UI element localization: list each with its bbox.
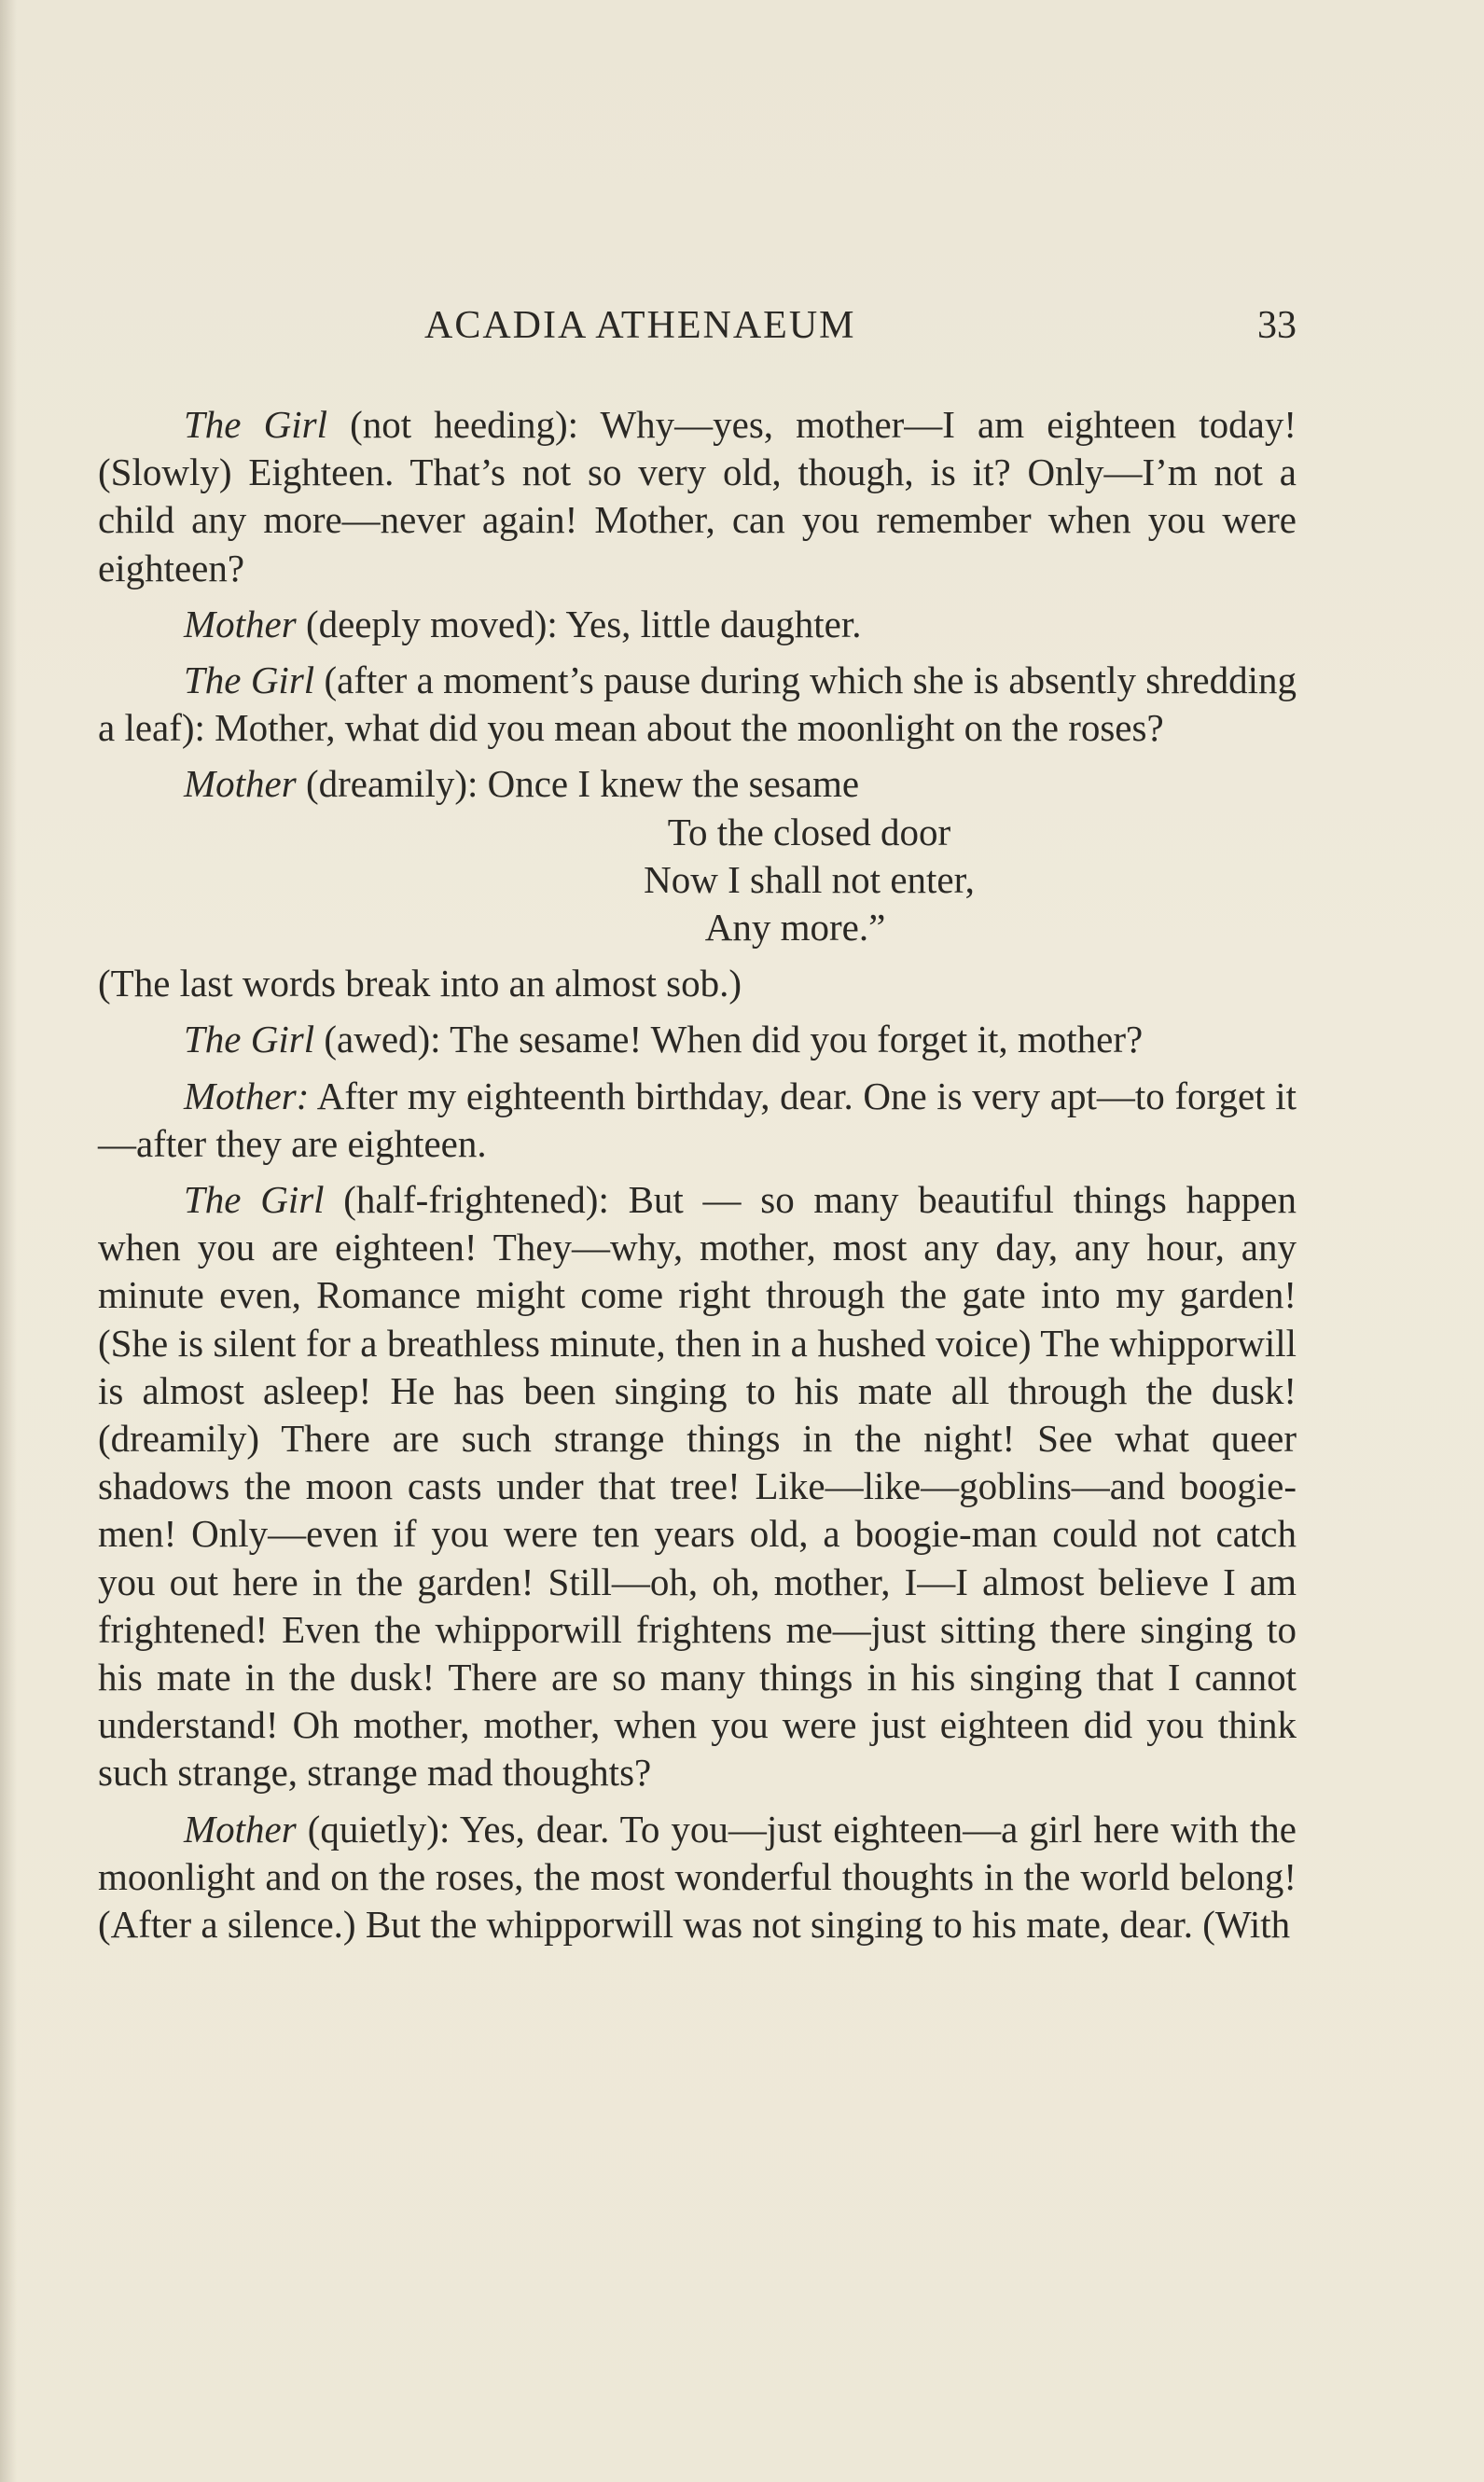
dialogue-text: (quietly): Yes, dear. To you—just eighteen—a girl here with the moonlight and on the roses, the most wonderful thoughts in the world belong! (After a silence.) But the whipporwill was not singing to his mate, dear. (With (98, 1807, 1297, 1947)
speaker-name: The Girl (184, 403, 327, 446)
dialogue-text: (dreamily): Once I knew the sesame (296, 762, 860, 806)
stage-direction: (The last words break into an almost sob.) (98, 962, 742, 1005)
speaker-name: The Girl (184, 1178, 325, 1222)
verse-line: Now I shall not enter, (644, 857, 975, 901)
dialogue-text: (after a moment’s pause during which she is absently shredding a leaf): Mother, what did you mean about the moonlight on the roses? (98, 659, 1297, 750)
page-number: 33 (1257, 304, 1297, 347)
dialogue-text: (deeply moved): Yes, little daughter. (296, 602, 862, 645)
verse-block (98, 809, 1297, 952)
dialogue-text: (awed): The sesame! When did you forget it, mother? (314, 1018, 1144, 1061)
speaker-name: The Girl (184, 1018, 315, 1061)
dialogue-text: After my eighteenth birthday, dear. One is very apt—to forget it—after they are eighteen. (98, 1074, 1297, 1165)
verse-line: To the closed door (667, 810, 951, 853)
paragraph (98, 1016, 1297, 1063)
paragraph (98, 1073, 1297, 1168)
verse-line: Any more.” (704, 906, 886, 950)
running-title: ACADIA ATHENAEUM (424, 304, 856, 347)
paragraph (98, 760, 1297, 808)
paragraph (98, 1176, 1297, 1797)
paragraph (98, 401, 1297, 592)
dialogue-text: (not heeding): Why—yes, mother—I am eighteen today! (Slowly) Eighteen. That’s not so very old, though, is it? Only—I’m not a child any more—never again! Mother, can you remember when you were eighteen? (98, 403, 1297, 589)
running-header (98, 303, 1297, 359)
speaker-name: Mother: (184, 1074, 310, 1117)
body-text (98, 401, 1297, 1957)
paragraph (98, 657, 1297, 752)
speaker-name: Mother (184, 602, 297, 645)
speaker-name: Mother (184, 1807, 297, 1851)
paragraph (98, 601, 1297, 648)
dialogue-text: (half-frightened): But — so many beautiful things happen when you are eighteen! They—why, mother, most any day, any hour, any minute even, Romance might come right through the gate into my garden! (She is silent for a breathless minute, then in a hushed voice) The whipporwill is almost asleep! He has been singing to his mate all through the dusk! (dreamily) There are such strange things in the night! See what queer shadows the moon casts under that tree! Like—like—goblins—and boogie-men! Only—even if you were ten years old, a boogie-man could not catch you out here in the garden! Still—oh, oh, mother, I—I almost believe I am frightened! Even the whipporwill frightens me—just sitting there singing to his mate in the dusk! There are so many things in his singing that I cannot understand! Oh mother, mother, when you were just eighteen did you think such strange, strange mad thoughts? (98, 1178, 1297, 1795)
paragraph (98, 1806, 1297, 1949)
speaker-name: Mother (184, 762, 297, 806)
page-edge-shadow (0, 0, 17, 2482)
speaker-name: The Girl (184, 659, 315, 702)
